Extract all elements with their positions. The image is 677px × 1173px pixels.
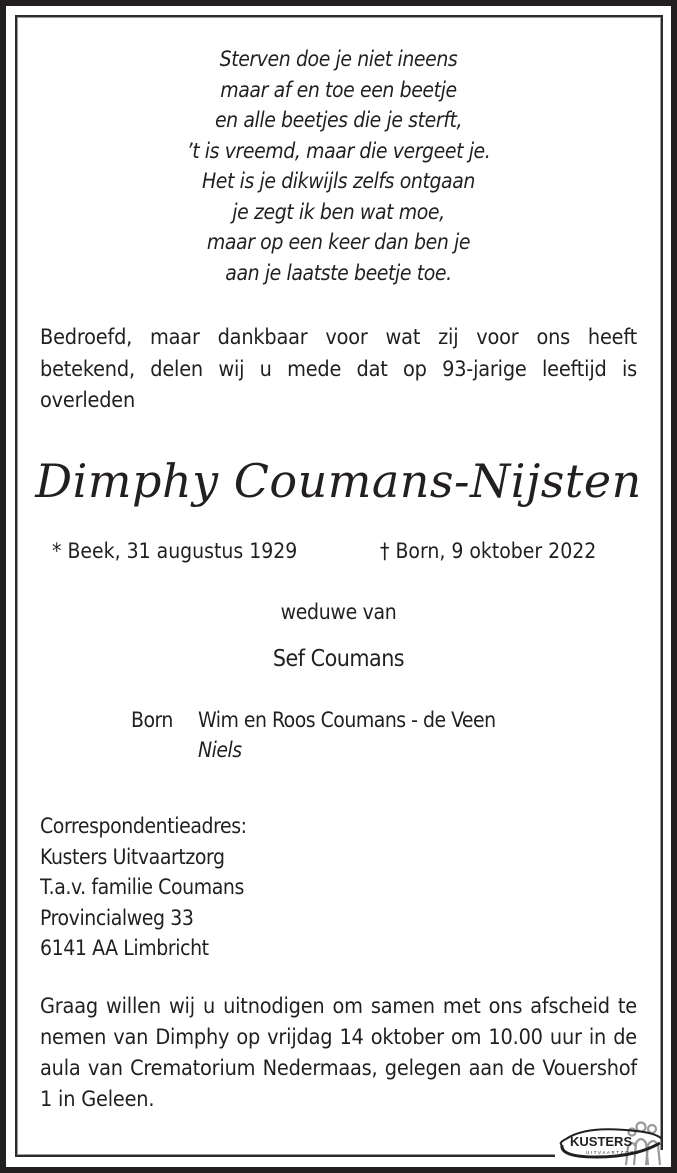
address-line: Correspondentieadres:	[40, 814, 247, 838]
poem-line: maar op een keer dan ben je	[206, 230, 471, 254]
correspondence-address	[40, 811, 247, 964]
svg-text:KUSTERS: KUSTERS	[570, 1134, 633, 1149]
deceased-name: Dimphy Coumans-Nijsten	[35, 454, 642, 508]
family-place: Born	[131, 708, 173, 732]
poem-line: je zegt ik ben wat moe,	[232, 199, 445, 224]
kusters-logo	[556, 1117, 666, 1167]
svg-text:UITVAARTZORG: UITVAARTZORG	[586, 1150, 641, 1155]
poem	[0, 44, 677, 288]
poem-line: en alle beetjes die je sterft,	[214, 108, 463, 132]
poem-line: ’t is vreemd, maar die vergeet je.	[186, 138, 491, 163]
widow-label: weduwe van	[280, 600, 397, 624]
kusters-logo-icon	[556, 1117, 666, 1167]
address-line: Provincialweg 33	[40, 905, 194, 930]
poem-line: aan je laatste beetje toe.	[225, 260, 452, 285]
ceremony-invitation: Graag willen wij u uitnodigen om samen met ons afscheid te nemen van Dimphy op vrijdag 14 oktober om 10.00 uur in de aula van Crematorium Nedermaas, gelegen aan de Vouershof 1 in Geleen.	[40, 994, 637, 1112]
spouse-name: Sef Coumans	[272, 646, 405, 672]
poem-line: maar af en toe een beetje	[220, 77, 457, 102]
family-member-couple: Wim en Roos Coumans - de Veen	[198, 708, 496, 732]
family-members	[198, 705, 496, 765]
address-line: 6141 AA Limbricht	[40, 936, 209, 960]
poem-line: Het is je dikwijls zelfs ontgaan	[202, 169, 475, 193]
death-info: † Born, 9 oktober 2022	[380, 539, 597, 563]
family-member-child: Niels	[198, 738, 242, 762]
address-line: Kusters Uitvaartzorg	[40, 844, 225, 869]
poem-line: Sterven doe je niet ineens	[219, 47, 458, 71]
address-line: T.a.v. familie Coumans	[40, 875, 244, 899]
birth-info: * Beek, 31 augustus 1929	[52, 539, 298, 563]
announcement-intro: Bedroefd, maar dankbaar voor wat zij voor ons heeft betekend, delen wij u mede dat op 93-jarige leeftijd is overleden	[40, 325, 637, 413]
